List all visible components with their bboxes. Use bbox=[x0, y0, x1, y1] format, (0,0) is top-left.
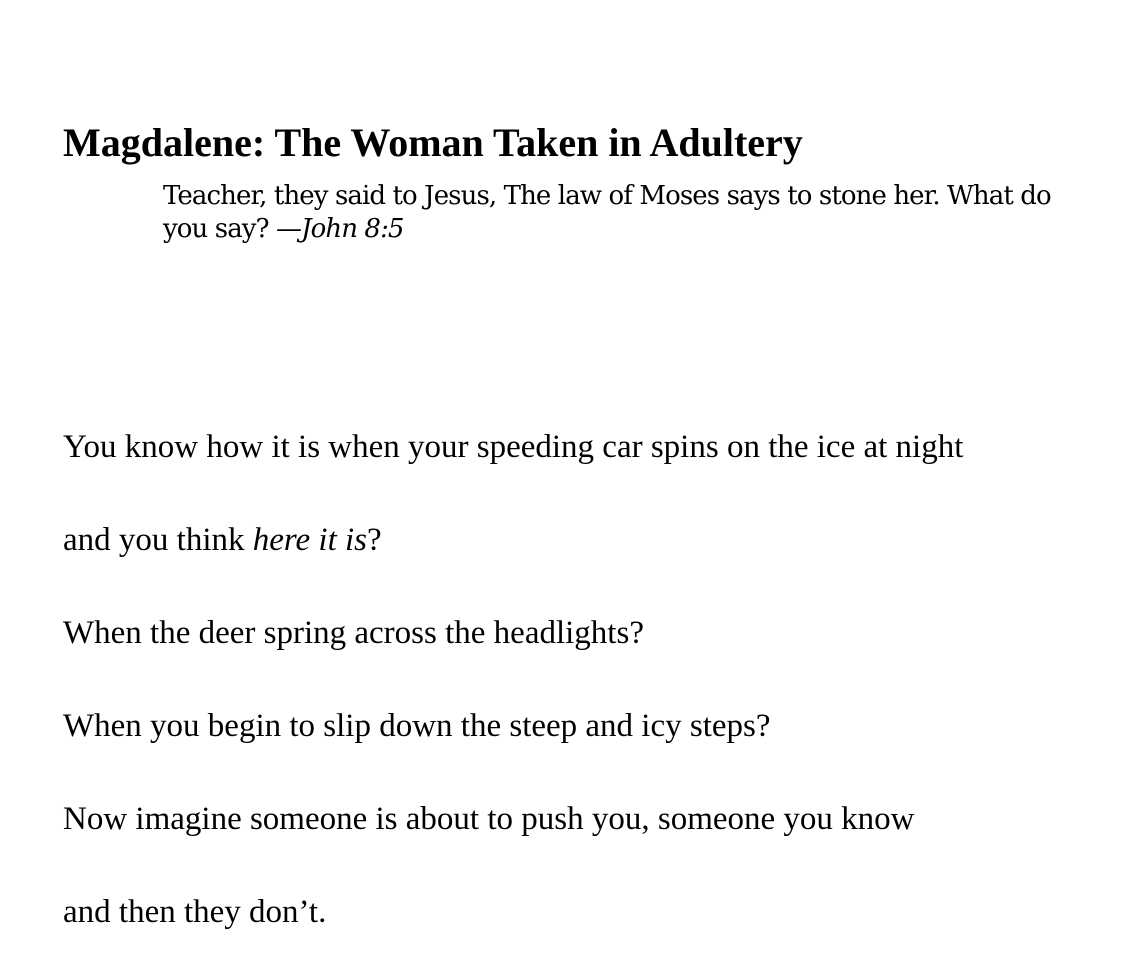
poem-line: You know how it is when your speeding car spins on the ice at night bbox=[63, 429, 964, 465]
epigraph-citation: —John 8:5 bbox=[276, 214, 404, 244]
poem-line-text: and you think bbox=[63, 522, 253, 558]
poem-line-emphasis: here it is bbox=[252, 522, 367, 558]
poem-line-text: ? bbox=[367, 522, 382, 558]
poem-line: When the deer spring across the headlights? bbox=[63, 615, 644, 651]
poem-line: and then they don’t. bbox=[63, 894, 327, 930]
epigraph bbox=[163, 180, 1083, 246]
poem-line bbox=[63, 520, 382, 560]
poem-line: When you begin to slip down the steep and icy steps? bbox=[63, 708, 771, 744]
poem-line: Now imagine someone is about to push you, someone you know bbox=[63, 801, 915, 837]
epigraph-text: Teacher, they said to Jesus, The law of Moses says to stone her. What do you say? bbox=[163, 181, 1051, 244]
poem-title: Magdalene: The Woman Taken in Adultery bbox=[63, 120, 803, 165]
